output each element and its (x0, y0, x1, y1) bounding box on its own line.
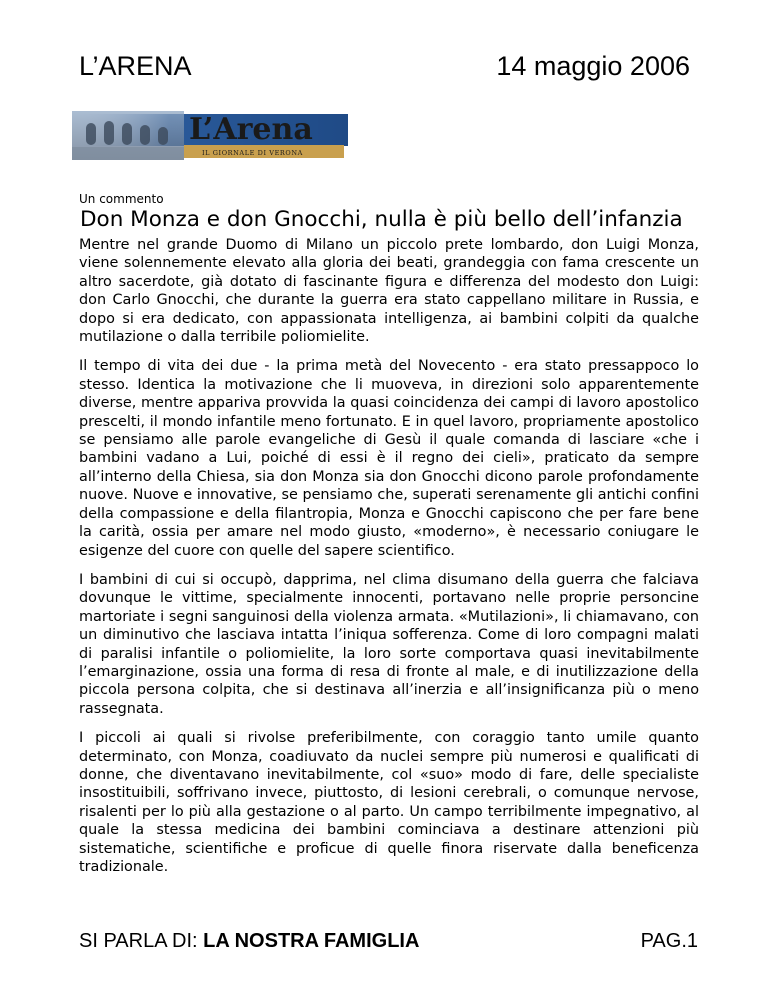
arena-logo (72, 111, 348, 160)
publication-date: 14 maggio 2006 (496, 51, 690, 81)
footer-topic-label: SI PARLA DI: (79, 930, 198, 952)
article-paragraph: Il tempo di vita dei due - la prima metà del Novecento - era stato pressappoco lo stesso. Identica la motivazione che li muoveva, in direzioni solo apparentemente diverse, mentre appariva provvida la quasi coincidenza dei campi di lavoro apostolico prescelti, il mondo infantile meno fortunato. E in quel lavoro, propriamente apostolico se pensiamo alle parole evangeliche di Gesù il quale comanda di lasciare «che i bambini vadano a Lui, poiché di essi è il regno dei cieli», praticato da sempre all’interno della Chiesa, sia don Monza sia don Gnocchi dicono parole profondamente nuove. Nuove e innovative, se pensiamo che, superati serenamente gli antichi confini della compassione e della filantropia, Monza e Gnocchi capiscono che per fare bene la carità, ossia per amare nel modo giusto, «moderno», è necessario coniugare le esigenze del cuore con quelle del sapere scientifico. (79, 358, 699, 559)
article-paragraph: I bambini di cui si occupò, dapprima, nel clima disumano della guerra che falciava dovunque le vittime, specialmente innocenti, portavano nelle proprie personcine martoriate i segni sanguinosi della violenza armata. «Mutilazioni», li chiamavano, con un diminutivo che lasciava intatta l’iniqua sofferenza. Come di loro compagni malati di paralisi infantile o poliomielite, la loro sorte comportava quasi inevitabilmente l’emarginazione, ossia una forma di resa di fronte al male, e di inutilizzazione della piccola persona colpita, che si destinava all’inerzia e all’insignificanza più o meno rassegnata. (79, 571, 699, 717)
footer-topic (79, 929, 419, 953)
logo-tagline: IL GIORNALE DI VERONA (202, 149, 303, 157)
page-number: PAG.1 (640, 930, 698, 952)
footer-topic-value: LA NOSTRA FAMIGLIA (203, 930, 420, 952)
article-title: Don Monza e don Gnocchi, nulla è più bello dell’infanzia (80, 207, 683, 232)
article-kicker: Un commento (79, 192, 164, 206)
article-body (79, 236, 699, 887)
logo-name: L’Arena (189, 112, 313, 147)
publication-name: L’ARENA (79, 51, 192, 81)
article-paragraph: I piccoli ai quali si rivolse preferibilmente, con coraggio tanto umile quanto determinato, con Monza, coadiuvato da nuclei sempre più numerosi e qualificati di donne, che diventavano inevitabilmente, col «suo» modo di fare, delle specialiste insostituibili, soffrivano invece, piuttosto, di lesioni cerebrali, o comunque nervose, risalenti per lo più alla gestazione o al parto. Un campo terribilmente impegnativo, al quale la stessa medicina dei bambini cominciava a destinare attenzioni più sistematiche, scientifiche e proficue di quelle finora riservate dalla beneficenza tradizionale. (79, 730, 699, 875)
article-paragraph: Mentre nel grande Duomo di Milano un piccolo prete lombardo, don Luigi Monza, viene solennemente elevato alla gloria dei beati, grandeggia con fama crescente un altro sacerdote, già dotato di fascinante figura e differenza del modesto don Luigi: don Carlo Gnocchi, che durante la guerra era stato cappellano militare in Russia, e dopo si era dedicato, con appassionata intelligenza, ai bambini colpiti da qualche mutilazione o dalla terribile poliomielite. (79, 237, 699, 346)
